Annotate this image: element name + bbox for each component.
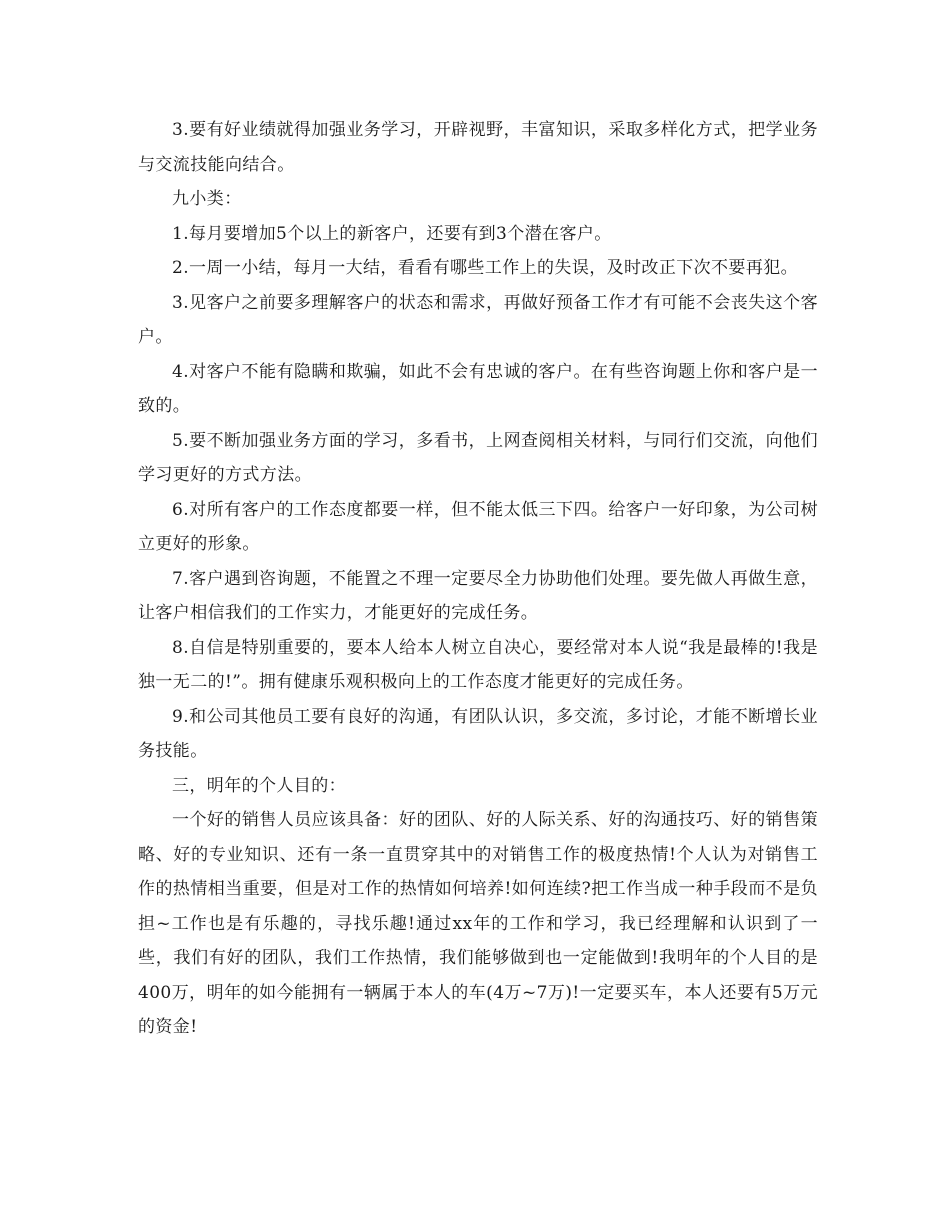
document-body (138, 113, 818, 1045)
paragraph-goals-body: 一个好的销售人员应该具备：好的团队、好的人际关系、好的沟通技巧、好的销售策略、好的专业知识、还有一条一直贯穿其中的对销售工作的极度热情!个人认为对销售工作的热情相当重要，但是对工作的热情如何培养!如何连续?把工作当成一种手段而不是负担~工作也是有乐趣的，寻找乐趣!通过xx年的工作和学习，我已经理解和认识到了一些，我们有好的团队，我们工作热情，我们能够做到也一定能做到!我明年的个人目的是400万，明年的如今能拥有一辆属于本人的车(4万~7万)!一定要买车，本人还要有5万元的资金! (138, 810, 818, 1037)
paragraph-item-3-study: 3.要有好业绩就得加强业务学习，开辟视野，丰富知识，采取多样化方式，把学业务与交流技能向结合。 (138, 120, 818, 175)
list-item-9: 9.和公司其他员工要有良好的沟通，有团队认识，多交流，多讨论，才能不断增长业务技能。 (138, 706, 818, 761)
list-item-5: 5.要不断加强业务方面的学习，多看书，上网查阅相关材料，与同行们交流，向他们学习更好的方式方法。 (138, 430, 818, 485)
list-item-2: 2.一周一小结，每月一大结，看看有哪些工作上的失误，及时改正下次不要再犯。 (172, 258, 799, 278)
list-item-7: 7.客户遇到咨询题，不能置之不理一定要尽全力协助他们处理。要先做人再做生意，让客户相信我们的工作实力，才能更好的完成任务。 (138, 568, 818, 623)
list-item-3: 3.见客户之前要多理解客户的状态和需求，再做好预备工作才有可能不会丧失这个客户。 (138, 292, 818, 347)
list-item-1: 1.每月要增加5个以上的新客户，还要有到3个潜在客户。 (172, 223, 612, 244)
list-item-6: 6.对所有客户的工作态度都要一样，但不能太低三下四。给客户一好印象，为公司树立更好的形象。 (138, 499, 818, 554)
list-item-8: 8.自信是特别重要的，要本人给本人树立自决心，要经常对本人说“我是最棒的!我是独一无二的!”。拥有健康乐观积极向上的工作态度才能更好的完成任务。 (138, 637, 818, 692)
section-heading-nine-categories: 九小类： (172, 189, 242, 209)
section-heading-next-year-goals: 三，明年的个人目的： (172, 775, 346, 796)
list-item-4: 4.对客户不能有隐瞒和欺骗，如此不会有忠诚的客户。在有些咨询题上你和客户是一致的。 (138, 361, 818, 416)
